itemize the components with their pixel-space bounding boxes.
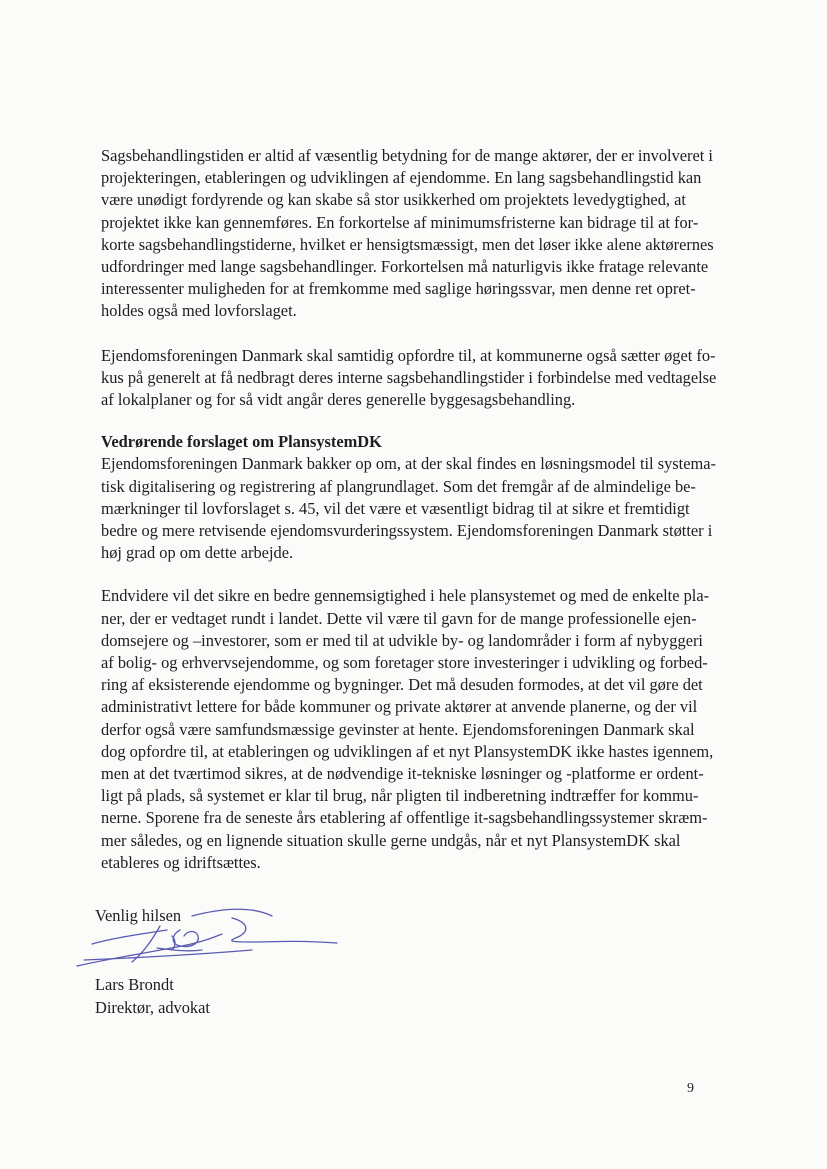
text-line: domsejere og –investorer, som er med til at udvikle by- og landområder i form af nybyggeri <box>101 630 703 650</box>
section-heading: Vedrørende forslaget om PlansystemDK <box>101 432 382 452</box>
text-line: holdes også med lovforslaget. <box>101 301 297 321</box>
paragraph-plansystemdk <box>101 453 731 564</box>
text-line: projektet ikke kan gennemføres. En forkortelse af minimumsfristerne kan bidrage til at for- <box>101 212 699 232</box>
signatory-block <box>95 973 210 1019</box>
page-number: 9 <box>687 1081 694 1096</box>
handwritten-signature <box>72 900 352 980</box>
text-line: være unødigt fordyrende og kan skabe så stor usikkerhed om projektets levedygtighed, at <box>101 190 686 210</box>
text-line: korte sagsbehandlingstiderne, hvilket er hensigtsmæssigt, men det løser ikke alene aktørernes <box>101 234 714 254</box>
text-line: dog opfordre til, at etableringen og udviklingen af et nyt PlansystemDK ikke hastes igennem, <box>101 741 714 761</box>
text-line: af bolig- og erhvervsejendomme, og som foretager store investeringer i udvikling og forbed- <box>101 653 708 673</box>
text-line: nerne. Sporene fra de seneste års etablering af offentlige it-sagsbehandlingssystemer skræm- <box>101 808 708 828</box>
text-line: etableres og idriftsættes. <box>101 852 261 872</box>
signatory-title: Direktør, advokat <box>95 998 210 1017</box>
text-line: bedre og mere retvisende ejendomsvurderingssystem. Ejendomsforeningen Danmark støtter i <box>101 521 713 541</box>
text-line: Endvidere vil det sikre en bedre gennemsigtighed i hele plansystemet og med de enkelte pla- <box>101 586 710 606</box>
text-line: Ejendomsforeningen Danmark bakker op om, at der skal findes en løsningsmodel til systema- <box>101 454 716 474</box>
text-line: tisk digitalisering og registrering af plangrundlaget. Som det fremgår af de almindelige be- <box>101 476 696 496</box>
text-line: Ejendomsforeningen Danmark skal samtidig opfordre til, at kommunerne også sætter øget fo- <box>101 345 716 365</box>
signatory-name: Lars Brondt <box>95 975 174 994</box>
text-line: interessenter muligheden for at fremkomme med saglige høringssvar, men denne ret opret- <box>101 279 696 299</box>
text-line: ring af eksisterende ejendomme og bygninger. Det må desuden formodes, at det vil gøre det <box>101 675 703 695</box>
paragraph-gennemsigtighed <box>101 585 731 874</box>
paragraph-opfordring <box>101 345 731 412</box>
text-line: projekteringen, etableringen og udviklingen af ejendomme. En lang sagsbehandlingstid kan <box>101 168 702 188</box>
closing-greeting: Venlig hilsen <box>95 906 182 925</box>
text-line: ligt på plads, så systemet er klar til brug, når pligten til indberetning indtræffer for kommu- <box>101 786 699 806</box>
text-line: høj grad op om dette arbejde. <box>101 543 294 563</box>
text-line: kus på generelt at få nedbragt deres interne sagsbehandlingstider i forbindelse med vedtagelse <box>101 367 717 387</box>
text-line: mer således, og en lignende situation skulle gerne undgås, når et nyt PlansystemDK skal <box>101 830 681 850</box>
letter-body <box>101 145 731 874</box>
text-line: derfor også være samfundsmæssige gevinster at hente. Ejendomsforeningen Danmark skal <box>101 719 695 739</box>
text-line: udfordringer med lange sagsbehandlinger. Forkortelsen må naturligvis ikke fratage relevante <box>101 257 709 277</box>
text-line: Sagsbehandlingstiden er altid af væsentlig betydning for de mange aktører, der er involveret i <box>101 146 713 165</box>
text-line: administrativt lettere for både kommuner og private aktører at anvende planerne, og der vil <box>101 697 698 717</box>
text-line: mærkninger til lovforslaget s. 45, vil det være et væsentligt bidrag til at sikre et fremtidigt <box>101 498 690 518</box>
text-line: af lokalplaner og for så vidt angår deres generelle byggesagsbehandling. <box>101 390 576 410</box>
text-line: men at det tværtimod sikres, at de nødvendige it-tekniske løsninger og -platforme er ordent- <box>101 764 704 784</box>
text-line: ner, der er vedtaget rundt i landet. Dette vil være til gavn for de mange professionelle ejen- <box>101 608 697 628</box>
paragraph-sagsbehandlingstid <box>101 145 731 323</box>
